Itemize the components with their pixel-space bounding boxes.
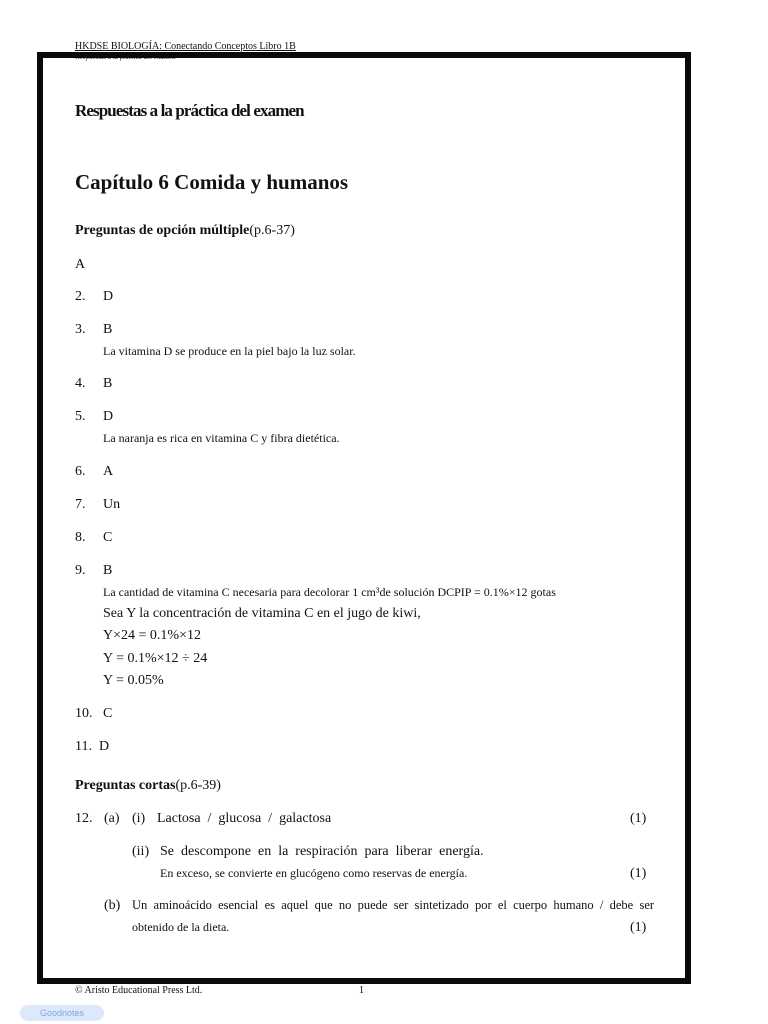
sq-heading (75, 778, 221, 794)
q12-b-line-2: obtenido de la dieta. (132, 920, 230, 934)
mc-answer-2: D (103, 289, 114, 304)
q12-number: 12. (75, 811, 93, 826)
mc-answer-10: C (103, 706, 113, 721)
sq-heading-pages: (p.6-39) (175, 778, 221, 793)
q12-a-i-mark: (1) (630, 811, 647, 826)
footer-page-number: 1 (359, 985, 364, 996)
mc-note-5: La naranja es rica en vitamina C y fibra dietética. (103, 431, 340, 445)
mc-work-9-line-2: Sea Y la concentración de vitamina C en el jugo de kiwi, (103, 606, 421, 621)
mc-work-9-line-4: Y = 0.1%×12 ÷ 24 (103, 651, 208, 666)
q12-a-ii-mark: (1) (630, 866, 647, 881)
mc-number-6: 6. (75, 464, 86, 479)
q12-b-mark: (1) (630, 920, 647, 935)
mc-answer-4: B (103, 376, 113, 391)
mc-answer-6: A (103, 464, 114, 479)
footer-copyright: © Aristo Educational Press Ltd. (75, 985, 203, 996)
mc-work-9-line-3: Y×24 = 0.1%×12 (103, 628, 201, 643)
q12-a-i-label: (i) (132, 811, 146, 826)
q12-a-ii-line-1: Se descompone en la respiración para liberar energía. (160, 844, 484, 859)
q12-a-ii-label: (ii) (132, 844, 150, 859)
section-title: Respuestas a la práctica del examen (75, 101, 304, 120)
mc-answer-3: B (103, 322, 113, 337)
q12-part-b-label: (b) (104, 898, 121, 913)
mc-answer-8: C (103, 530, 113, 545)
mc-number-9: 9. (75, 563, 86, 578)
mc-answer-7: Un (103, 497, 121, 512)
q12-a-ii-line-2: En exceso, se convierte en glucógeno como reservas de energía. (160, 866, 468, 880)
mc-work-9-line-5: Y = 0.05% (103, 673, 164, 688)
header-book-title: HKDSE BIOLOGÍA: Conectando Conceptos Libro 1B (75, 41, 296, 52)
chapter-title: Capítulo 6 Comida y humanos (75, 170, 349, 194)
mc-number-7: 7. (75, 497, 86, 512)
mc-answer-11: D (99, 739, 110, 754)
q12-a-i-text: Lactosa / glucosa / galactosa (157, 811, 332, 826)
mc-number-3: 3. (75, 322, 86, 337)
mc-number-8: 8. (75, 530, 86, 545)
header-subtitle: Respuestas a la práctica del examen (75, 53, 176, 61)
mc-number-5: 5. (75, 409, 86, 424)
mc-number-11: 11. (75, 739, 92, 754)
mc-work-9-line-1: La cantidad de vitamina C necesaria para decolorar 1 cm³de solución DCPIP = 0.1%×12 gotas (103, 585, 556, 599)
mc-heading-pages: (p.6-37) (249, 223, 295, 238)
mc-answer-9: B (103, 563, 113, 578)
mc-answer-5: D (103, 409, 114, 424)
mc-number-2: 2. (75, 289, 86, 304)
q12-b-line-1: Un aminoácido esencial es aquel que no puede ser sintetizado por el cuerpo humano / debe ser (132, 898, 655, 912)
mc-number-4: 4. (75, 376, 86, 391)
mc-note-3: La vitamina D se produce en la piel bajo la luz solar. (103, 344, 356, 358)
mc-heading (75, 223, 295, 239)
mc-number-10: 10. (75, 706, 93, 721)
mc-heading-label: Preguntas de opción múltiple (75, 223, 250, 238)
q12-part-a-label: (a) (104, 811, 120, 826)
sq-heading-label: Preguntas cortas (75, 778, 176, 793)
mc-answer-1: A (75, 257, 86, 272)
goodnotes-badge: Goodnotes (20, 1005, 104, 1021)
